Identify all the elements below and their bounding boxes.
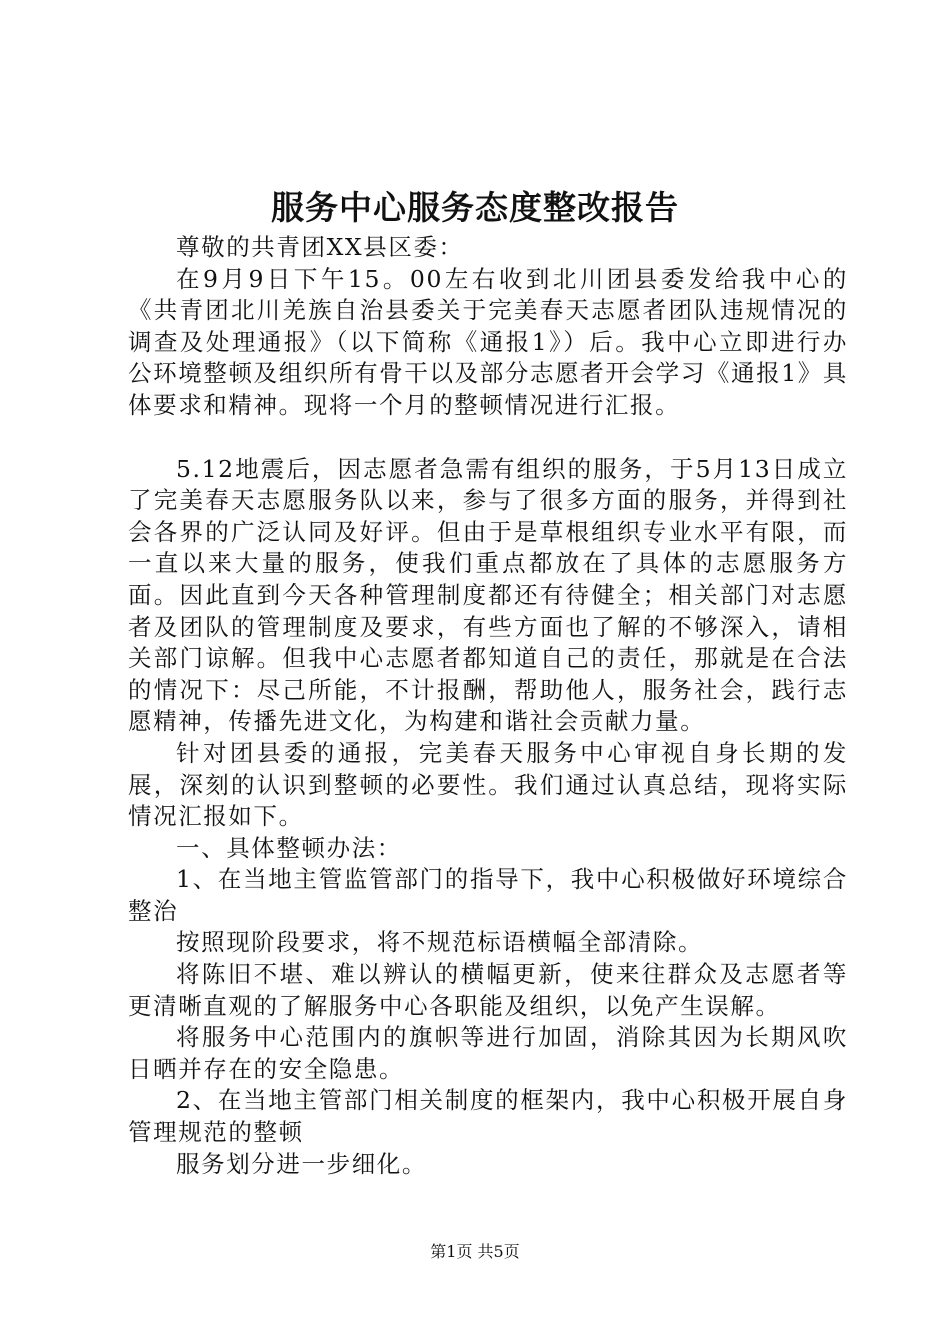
paragraph-review: 针对团县委的通报，完美春天服务中心审视自身长期的发展，深刻的认识到整顿的必要性。我们通过认真总结，现将实际情况汇报如下。 xyxy=(128,738,848,831)
page-number-footer: 第1页 共5页 xyxy=(430,1242,520,1261)
list-item: 2、在当地主管部门相关制度的框架内，我中心积极开展自身管理规范的整顿 xyxy=(128,1086,848,1147)
list-item: 服务划分进一步细化。 xyxy=(176,1149,427,1178)
list-item: 将服务中心范围内的旗帜等进行加固，消除其因为长期风吹日晒并存在的安全隐患。 xyxy=(128,1023,848,1083)
salutation: 尊敬的共青团XX县区委： xyxy=(176,233,464,261)
document-title: 服务中心服务态度整改报告 xyxy=(271,188,679,227)
document-body xyxy=(128,232,848,1180)
section-heading: 一、具体整顿办法： xyxy=(176,833,402,862)
paragraph-background: 5.12地震后，因志愿者急需有组织的服务，于5月13日成立了完美春天志愿服务队以来，参与了很多方面的服务，并得到社会各界的广泛认同及好评。但由于是草根组织专业水平有限，而一直以来大量的服务，使我们重点都放在了具体的志愿服务方面。因此直到今天各种管理制度都还有待健全；相关部门对志愿者及团队的管理制度及要求，有些方面也了解的不够深入，请相关部门谅解。但我中心志愿者都知道自己的责任，那就是在合法的情况下：尽己所能，不计报酬，帮助他人，服务社会，践行志愿精神，传播先进文化，为构建和谐社会贡献力量。 xyxy=(128,454,848,736)
list-item: 1、在当地主管监管部门的指导下，我中心积极做好环境综合整治 xyxy=(128,865,848,925)
paragraph-intro: 在9月9日下午15。00左右收到北川团县委发给我中心的《共青团北川羌族自治县委关于完美春天志愿者团队违规情况的调查及处理通报》（以下简称《通报1》）后。我中心立即进行办公环境整顿及组织所有骨干以及部分志愿者开会学习《通报1》具体要求和精神。现将一个月的整顿情况进行汇报。 xyxy=(128,264,848,419)
list-item: 将陈旧不堪、难以辨认的横幅更新，使来往群众及志愿者等更清晰直观的了解服务中心各职能及组织，以免产生误解。 xyxy=(128,960,848,1020)
list-item: 按照现阶段要求，将不规范标语横幅全部清除。 xyxy=(176,928,704,957)
